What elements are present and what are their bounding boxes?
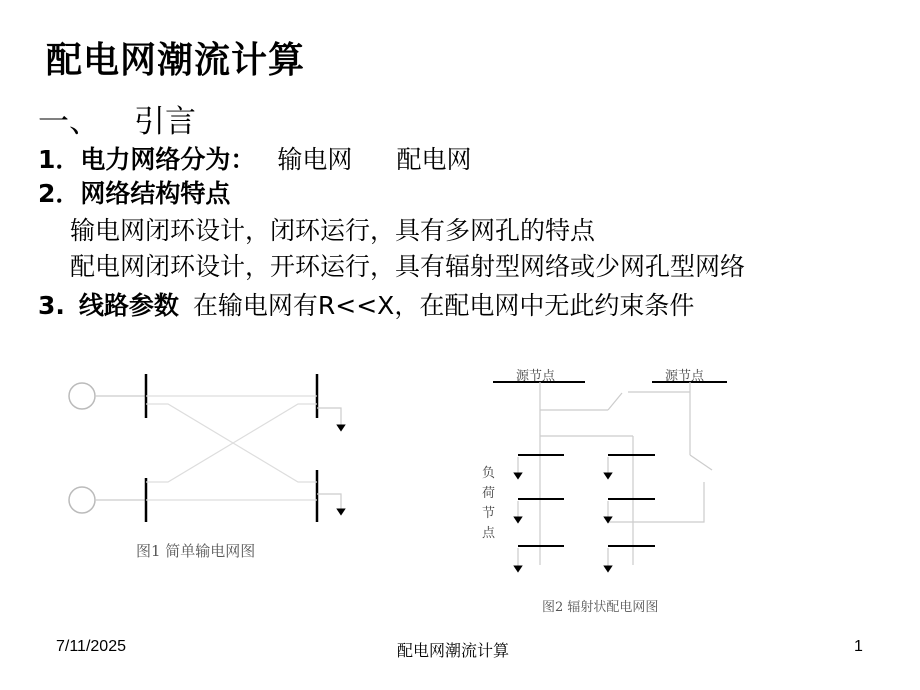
load-node-label-char: 负 xyxy=(482,466,496,481)
source-node-label: 源节点 xyxy=(665,369,705,384)
page-number: 1 xyxy=(854,638,863,655)
footer-title: 配电网潮流计算 xyxy=(397,643,510,660)
switch-line xyxy=(690,455,712,470)
item-text: 在输电网有R<<X，在配电网中无此约束条件 xyxy=(192,291,695,320)
item-heading: 网络结构特点 xyxy=(80,179,231,208)
load-node-label-char: 点 xyxy=(482,526,496,541)
load-arrow xyxy=(317,408,341,428)
figure1-caption: 图1 简单输电网图 xyxy=(136,542,256,560)
footer-date: 7/11/2025 xyxy=(56,638,126,655)
item-prefix: 1． xyxy=(38,145,81,174)
item-prefix: 2． xyxy=(38,179,81,208)
generator-icon xyxy=(69,487,95,513)
load-arrow xyxy=(317,494,341,512)
feeder-line xyxy=(608,482,704,522)
item-value: 输电网 xyxy=(277,145,353,174)
source-node-label: 源节点 xyxy=(516,369,556,384)
section-number: 一、 xyxy=(38,104,100,140)
item-heading: 线路参数 xyxy=(78,291,179,320)
figure2-caption: 图2 辐射状配电网图 xyxy=(542,600,659,615)
load-node-label-char: 节 xyxy=(482,506,496,521)
item-prefix: 3. xyxy=(38,291,65,320)
item-heading: 电力网络分为： xyxy=(80,145,256,174)
item-value: 配电网 xyxy=(396,145,472,174)
transmission-line xyxy=(146,404,317,482)
list-item: 配电网闭环设计，开环运行，具有辐射型网络或少网孔型网络 xyxy=(70,252,746,281)
generator-icon xyxy=(69,383,95,409)
figure2-diagram xyxy=(493,382,727,569)
section-label: 引言 xyxy=(134,104,196,140)
load-node-label-char: 荷 xyxy=(482,486,496,501)
slide-title: 配电网潮流计算 xyxy=(46,40,306,81)
transmission-line xyxy=(146,404,317,482)
list-item: 输电网闭环设计，闭环运行，具有多网孔的特点 xyxy=(70,216,596,245)
switch-line xyxy=(608,393,622,410)
figure1-diagram xyxy=(69,374,341,522)
